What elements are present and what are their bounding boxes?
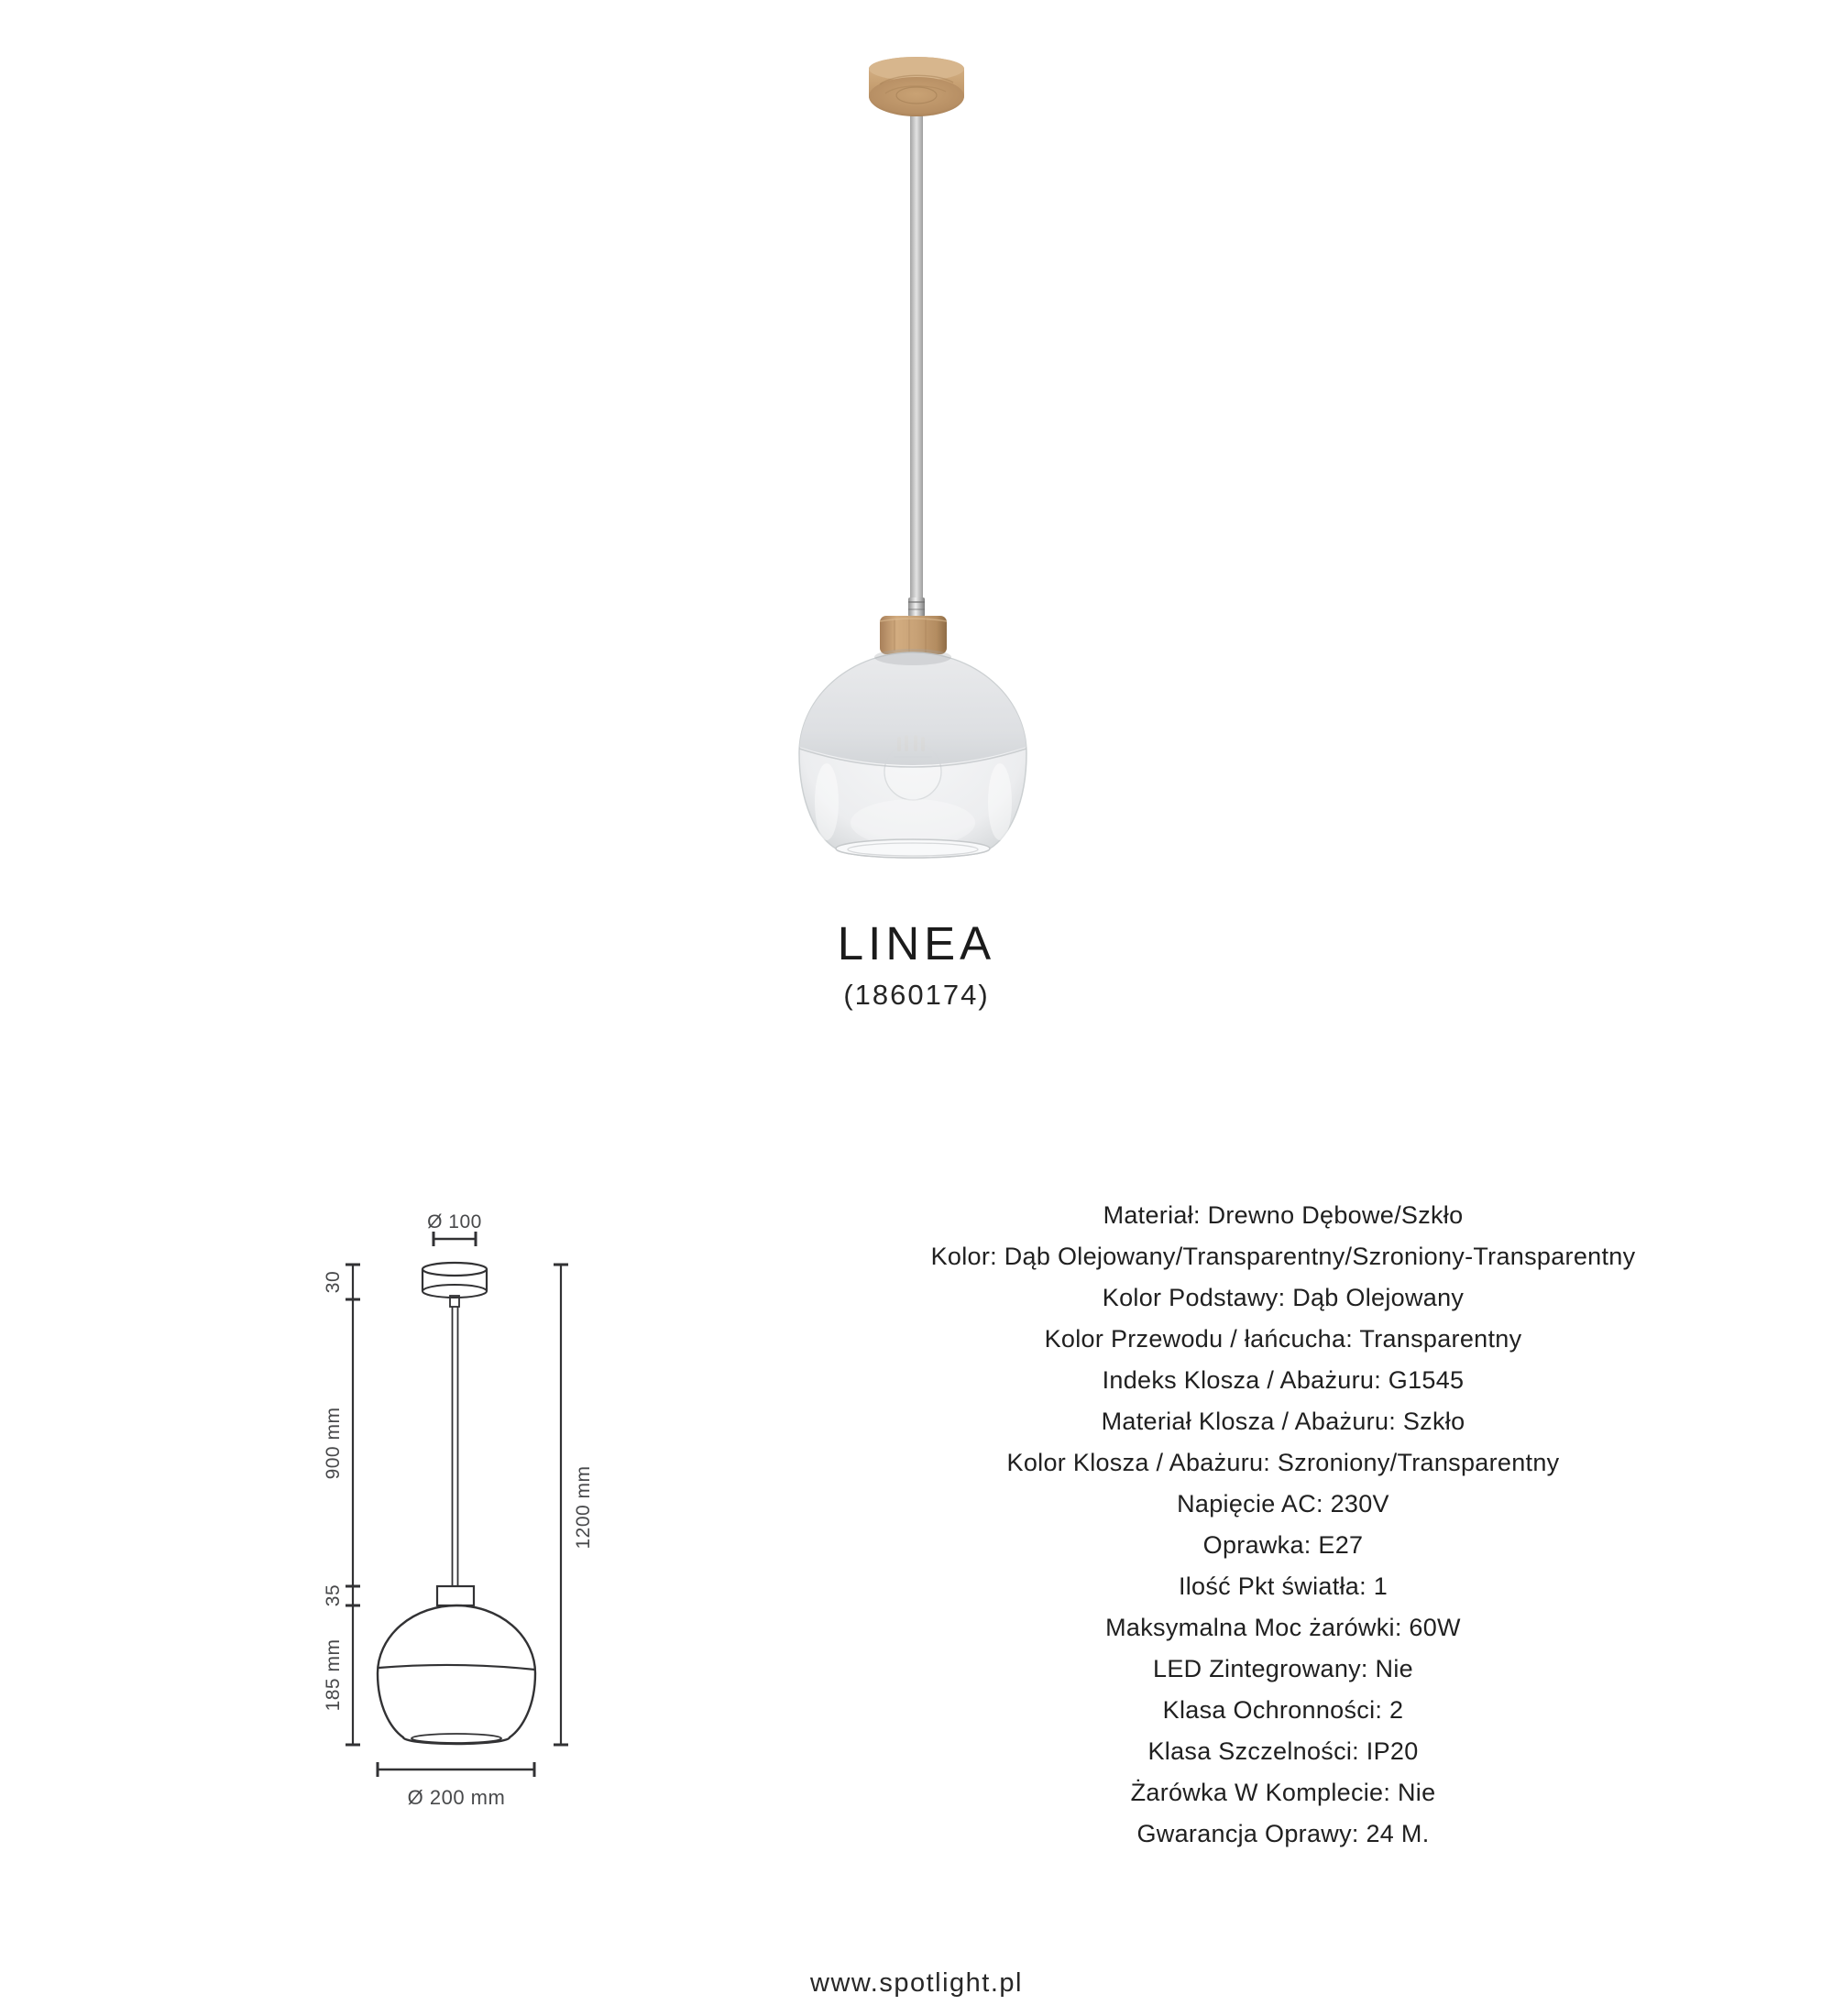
spec-list bbox=[916, 1195, 1650, 1855]
spec-line-light-points: Ilość Pkt światła: 1 bbox=[1178, 1572, 1388, 1600]
ceiling-canopy bbox=[869, 57, 964, 116]
wood-holder bbox=[880, 616, 947, 654]
dim-total-height: 1200 mm bbox=[573, 1465, 594, 1550]
dimension-drawing bbox=[312, 1200, 605, 1824]
dim-canopy-diameter: Ø 100 bbox=[427, 1211, 482, 1233]
shade-frosted-glass bbox=[799, 653, 1026, 765]
cable-ferrule bbox=[908, 597, 925, 617]
footer bbox=[0, 1968, 1833, 1999]
spec-line-shade-index: Indeks Klosza / Abażuru: G1545 bbox=[1102, 1366, 1465, 1394]
spec-line-warranty: Gwarancja Oprawy: 24 M. bbox=[1136, 1820, 1430, 1847]
product-name: LINEA bbox=[837, 917, 996, 970]
spec-line-led-integrated: LED Zintegrowany: Nie bbox=[1153, 1655, 1413, 1682]
spec-line-socket: Oprawka: E27 bbox=[1202, 1531, 1364, 1559]
spec-line-bulb-included: Żarówka W Komplecie: Nie bbox=[1130, 1779, 1436, 1806]
drawing-shade bbox=[378, 1605, 535, 1744]
drawing-canopy bbox=[423, 1263, 487, 1307]
bottom-dimension-line bbox=[378, 1762, 534, 1777]
dim-shade-diameter: Ø 200 mm bbox=[407, 1786, 506, 1809]
title-block bbox=[0, 918, 1833, 1013]
drawing-lines bbox=[346, 1232, 568, 1777]
spec-line-ip-class: Klasa Szczelności: IP20 bbox=[1147, 1737, 1419, 1765]
dim-canopy-height: 30 bbox=[323, 1270, 344, 1294]
spec-line-color: Kolor: Dąb Olejowany/Transparentny/Szroniony-Transparentny bbox=[930, 1243, 1636, 1270]
dim-holder-height: 35 bbox=[323, 1583, 344, 1607]
glass-shade bbox=[799, 649, 1026, 858]
drawing-holder bbox=[437, 1586, 474, 1605]
spec-line-voltage: Napięcie AC: 230V bbox=[1177, 1490, 1389, 1517]
spec-line-protection-class: Klasa Ochronności: 2 bbox=[1162, 1696, 1404, 1724]
website-link[interactable]: www.spotlight.pl bbox=[810, 1968, 1023, 1998]
spec-line-cord-color: Kolor Przewodu / łańcucha: Transparentny bbox=[1044, 1325, 1522, 1353]
product-photo bbox=[788, 37, 1045, 880]
left-dimension-line bbox=[346, 1265, 360, 1745]
right-dimension-line bbox=[554, 1265, 568, 1745]
spec-line-material: Materiał: Drewno Dębowe/Szkło bbox=[1103, 1201, 1464, 1229]
product-code: (1860174) bbox=[843, 979, 990, 1011]
dim-cord-length: 900 mm bbox=[323, 1407, 344, 1480]
dim-shade-height: 185 mm bbox=[323, 1638, 344, 1712]
spec-line-shade-material: Materiał Klosza / Abażuru: Szkło bbox=[1101, 1408, 1465, 1435]
spec-line-max-power: Maksymalna Moc żarówki: 60W bbox=[1105, 1614, 1461, 1641]
cable bbox=[908, 83, 925, 603]
shade-opening bbox=[836, 839, 990, 858]
spec-line-shade-color: Kolor Klosza / Abażuru: Szroniony/Transparentny bbox=[1006, 1449, 1560, 1476]
spec-line-base-color: Kolor Podstawy: Dąb Olejowany bbox=[1102, 1284, 1465, 1311]
